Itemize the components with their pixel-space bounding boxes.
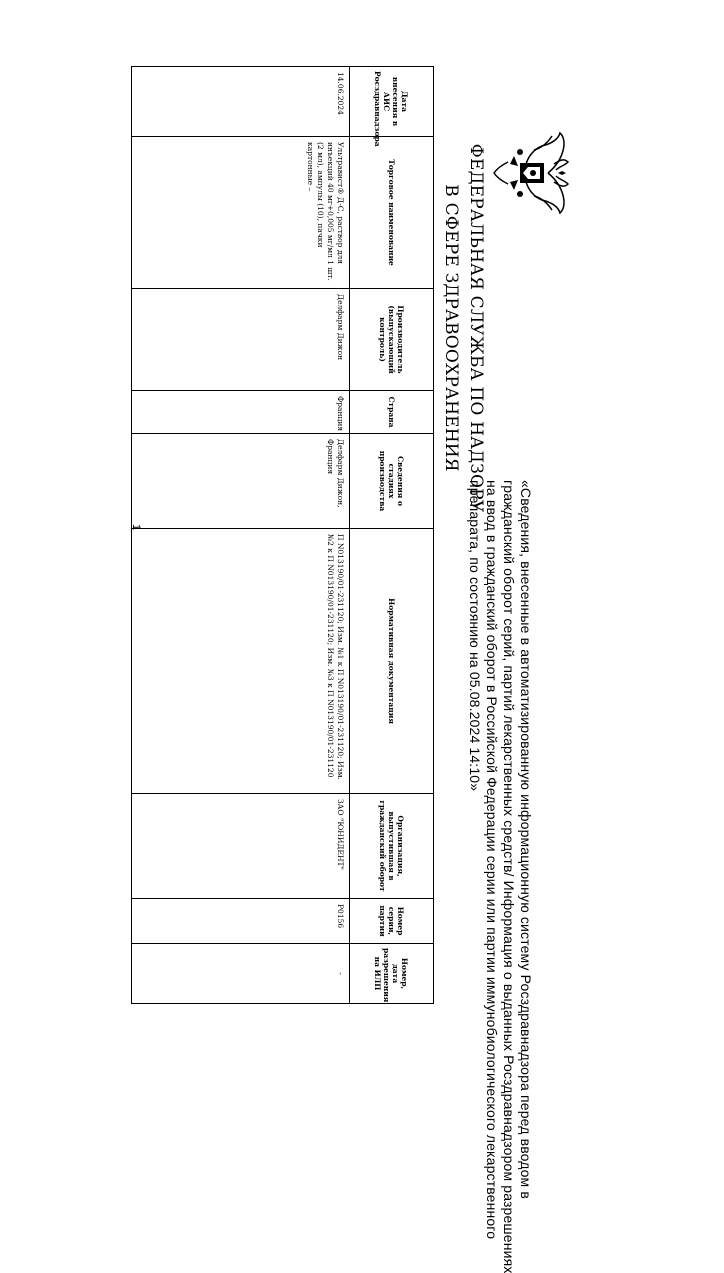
page-number: 1 [130,524,142,531]
header-trade-name: Торговое наименование [350,137,434,289]
header-batch-number: Номер серии, партии [350,899,434,944]
coat-of-arms-emblem [492,130,572,216]
header-manufacturer: Производитель (выпускающий контроль) [350,289,434,391]
cell-regulatory-docs: П N013190/01-231120; Изм. №1 к П N013190/01-231120; Изм. №2 к П N013190/01-231120; Изм. №3 к П N013190/01-231120 [132,529,350,794]
agency-name-line-1: ФЕДЕРАЛЬНАЯ СЛУЖБА ПО НАДЗОРУ [466,143,486,513]
heading-line: гражданский оборот серий, партий лекарственных средств/ Информация о выданных Росздравнадзором разрешениях [501,480,517,1273]
agency-name-line-2: В СФЕРЕ ЗДРАВООХРАНЕНИЯ [441,184,461,472]
cell-trade-name: Ультравист® Д-С, раствор для инъекций 40 мг+0,005 мг/мл 1 шт. (2 мл), ампулы (10), пачки картонные – [132,137,350,289]
cell-releasing-organization: ЗАО "ЮНИДЕНТ" [132,794,350,899]
heading-line: препарата, по состоянию на 05.08.2024 14:10» [467,480,483,792]
header-date-added: Дата внесения в АИС Росздравнадзора [350,67,434,137]
cell-permit-number: - [132,944,350,1004]
header-production-stages: Сведения о стадиях производства [350,434,434,529]
header-releasing-organization: Организация, выпустившая в гражданский оборот [350,794,434,899]
document-heading [466,480,534,1273]
header-regulatory-docs: Нормативная документация [350,529,434,794]
cell-date-added: 14.06.2024 [132,67,350,137]
cell-batch-number: P0156 [132,899,350,944]
heading-line: «Сведения, внесенные в автоматизированную информационную систему Росздравнадзора перед вводом в [518,480,534,1199]
registry-table [131,66,434,1004]
cell-manufacturer: Делфарм Дижон [132,289,350,391]
header-permit-number: Номер, дата разрешения на ИЛП [350,944,434,1004]
cell-production-stages: Делфарм Дижон, Франция [132,434,350,529]
header-country: Страна [350,391,434,434]
table-row [132,67,350,1004]
table-header-row [350,67,434,1004]
cell-country: Франция [132,391,350,434]
heading-line: на ввод в гражданский оборот в Российской Федерации серии или партии иммунобиологического лекарственного [484,480,500,1240]
